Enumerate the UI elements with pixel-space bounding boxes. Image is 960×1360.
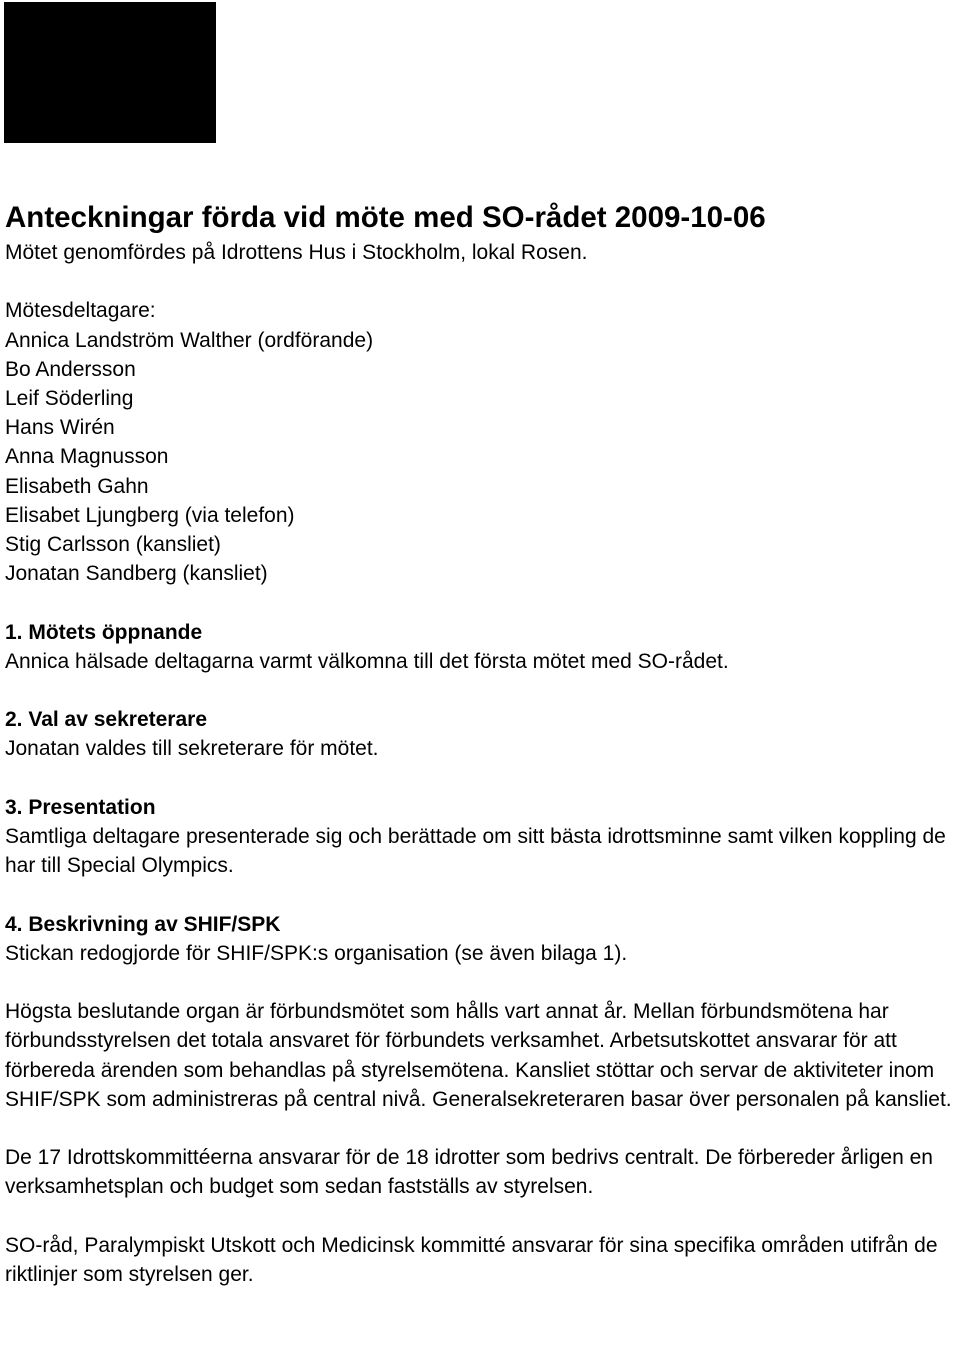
redaction-block [4,2,216,143]
participant-item: Jonatan Sandberg (kansliet) [5,562,268,586]
participant-item: Bo Andersson [5,357,136,381]
section-body: Samtliga deltagare presenterade sig och berättade om sitt bästa idrottsminne samt vilken koppling de har till Special Olympics. [5,825,946,878]
participant-item: Hans Wirén [5,416,115,440]
participant-item: Elisabeth Gahn [5,474,149,498]
section-heading: 3. Presentation [5,795,156,819]
section-body: Stickan redogjorde för SHIF/SPK:s organisation (se även bilaga 1). [5,941,628,965]
section-paragraph: De 17 Idrottskommittéerna ansvarar för de 18 idrotter som bedrivs centralt. De förbereder årligen en verksamhetsplan och budget som sedan fastställs av styrelsen. [5,1146,933,1199]
section-heading: 4. Beskrivning av SHIF/SPK [5,912,281,936]
participant-item: Stig Carlsson (kansliet) [5,533,221,557]
section-heading: 1. Mötets öppnande [5,620,203,644]
participant-item: Leif Söderling [5,387,134,410]
section-body: Annica hälsade deltagarna varmt välkomna till det första mötet med SO-rådet. [5,649,729,673]
section-paragraph: Högsta beslutande organ är förbundsmötet som hålls vart annat år. Mellan förbundsmötena har förbundsstyrelsen det totala ansvaret för förbundets verksamhet. Arbetsutskottet ansvarar för att förbereda ärenden som behandlas på styrelsemötena. Kansliet stöttar och servar de aktiviteter inom SHIF/SPK som administreras på central nivå. Generalsekreteraren basar över personalen på kansliet. [5,1000,952,1111]
meeting-location: Mötet genomfördes på Idrottens Hus i Stockholm, lokal Rosen. [5,241,588,264]
participant-item: Annica Landström Walther (ordförande) [5,328,374,352]
participant-item: Anna Magnusson [5,445,169,469]
section-body: Jonatan valdes till sekreterare för mötet. [5,737,379,761]
participant-item: Elisabet Ljungberg (via telefon) [5,503,295,527]
section-paragraph: SO-råd, Paralympiskt Utskott och Medicinsk kommitté ansvarar för sina specifika områden utifrån de riktlinjer som styrelsen ger. [5,1233,938,1286]
document-title: Anteckningar förda vid möte med SO-rådet 2009-10-06 [5,201,766,234]
participants-label: Mötesdeltagare: [5,299,156,323]
document-body [5,198,955,1289]
section-heading: 2. Val av sekreterare [5,708,208,732]
